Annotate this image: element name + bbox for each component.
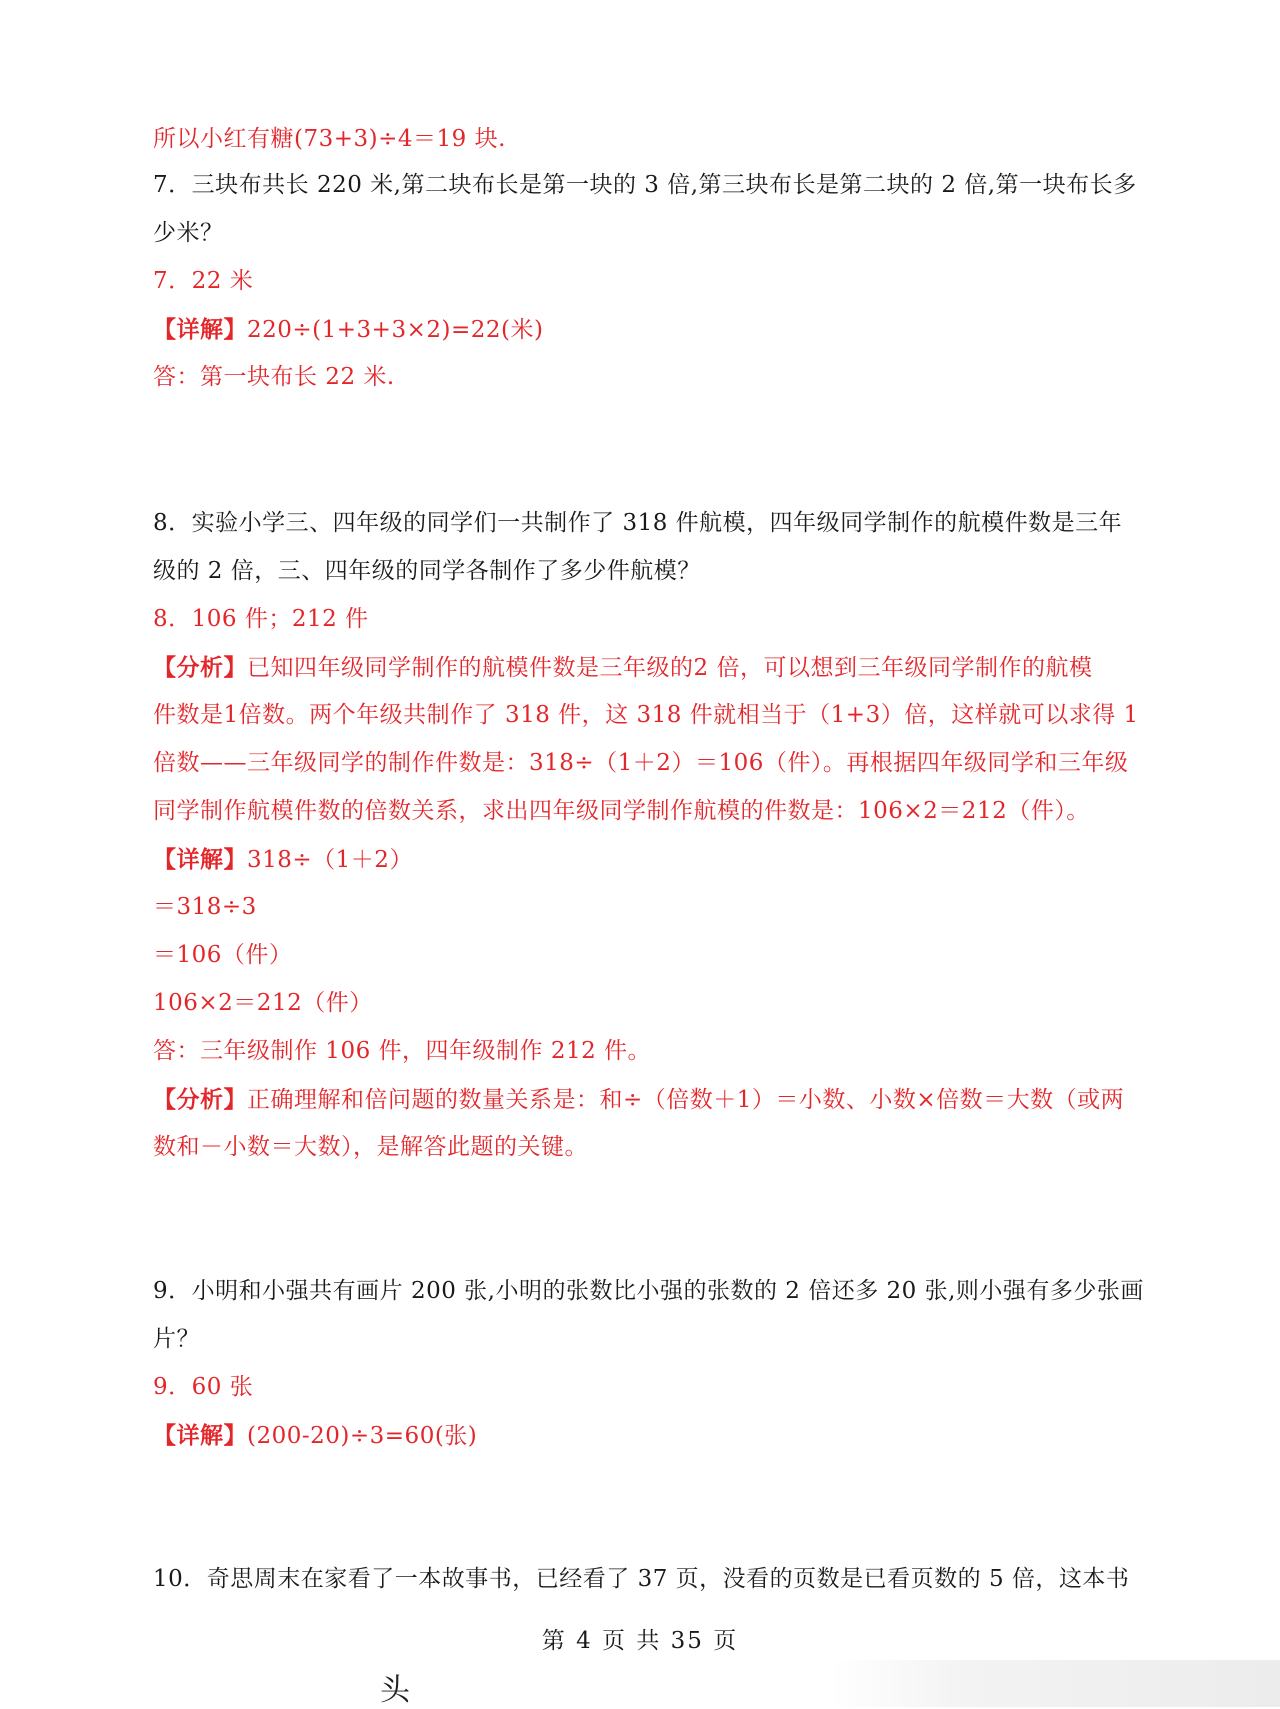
question-10-line-1: 10．奇思周末在家看了一本故事书，已经看了 37 页，没看的页数是已看页数的 5 倍，这本书 (153, 1566, 1130, 1592)
watermark-logo: 头 (380, 1673, 410, 1708)
analysis-tag: 【分析】 (153, 1086, 247, 1113)
detail-9 (153, 1424, 477, 1448)
detail-tag: 【详解】 (153, 316, 247, 343)
question-8-line-2: 级的 2 倍，三、四年级的同学各制作了多少件航模？ (153, 558, 701, 584)
question-7-line-1: 7．三块布共长 220 米,第二块布长是第一块的 3 倍,第三块布长是第二块的 2 倍,第一块布长多 (153, 172, 1137, 198)
detail-9-text: (200-20)÷3=60(张) (247, 1423, 478, 1449)
answer-7-conclusion: 答：第一块布长 22 米. (153, 364, 395, 390)
question-9-line-1: 9．小明和小强共有画片 200 张,小明的张数比小强的张数的 2 倍还多 20 张,则小强有多少张画 (153, 1278, 1144, 1304)
detail-tag: 【详解】 (153, 1422, 247, 1449)
analysis-8-text-1: 已知四年级同学制作的航模件数是三年级的2 倍，可以想到三年级同学制作的航模 (247, 655, 1093, 681)
analysis-8b-text-1: 正确理解和倍问题的数量关系是：和÷（倍数＋1）＝小数、小数×倍数＝大数（或两 (247, 1087, 1125, 1113)
answer-9: 9．60 张 (153, 1374, 254, 1400)
answer-8: 8．106 件；212 件 (153, 606, 369, 632)
analysis-8-line-3: 倍数——三年级同学的制作件数是：318÷（1＋2）＝106（件）。再根据四年级同学和三年级 (153, 750, 1129, 776)
detail-8-line-2: ＝318÷3 (153, 894, 257, 920)
analysis-8-line-2: 件数是1倍数。两个年级共制作了 318 件，这 318 件就相当于（1+3）倍，这样就可以求得 1 (153, 702, 1139, 728)
question-9-line-2: 片？ (153, 1326, 200, 1352)
detail-8-text-1: 318÷（1＋2） (247, 847, 413, 873)
analysis-8-line-4: 同学制作航模件数的倍数关系，求出四年级同学制作航模的件数是：106×2＝212（件）。 (153, 798, 1090, 824)
detail-8-line-1 (153, 848, 413, 872)
detail-8-line-4: 106×2＝212（件） (153, 990, 373, 1016)
detail-7 (153, 318, 543, 342)
answer-7: 7．22 米 (153, 268, 254, 294)
analysis-tag: 【分析】 (153, 654, 247, 681)
detail-8-line-3: ＝106（件） (153, 942, 293, 968)
answer-line-6-conclusion: 所以小红有糖(73+3)÷4＝19 块. (153, 126, 506, 152)
detail-tag: 【详解】 (153, 846, 247, 873)
question-8-line-1: 8．实验小学三、四年级的同学们一共制作了 318 件航模，四年级同学制作的航模件数是三年 (153, 510, 1123, 536)
analysis-8-line-1 (153, 656, 1092, 680)
analysis-8b-line-1 (153, 1088, 1124, 1112)
page-footer: 第 4 页 共 35 页 (541, 1628, 739, 1654)
question-7-line-2: 少米？ (153, 220, 224, 246)
analysis-8b-line-2: 数和－小数＝大数），是解答此题的关键。 (153, 1134, 588, 1160)
answer-8-conclusion: 答：三年级制作 106 件，四年级制作 212 件。 (153, 1038, 652, 1064)
detail-7-text: 220÷(1+3+3×2)=22(米) (247, 317, 544, 343)
watermark-banner (830, 1660, 1280, 1707)
